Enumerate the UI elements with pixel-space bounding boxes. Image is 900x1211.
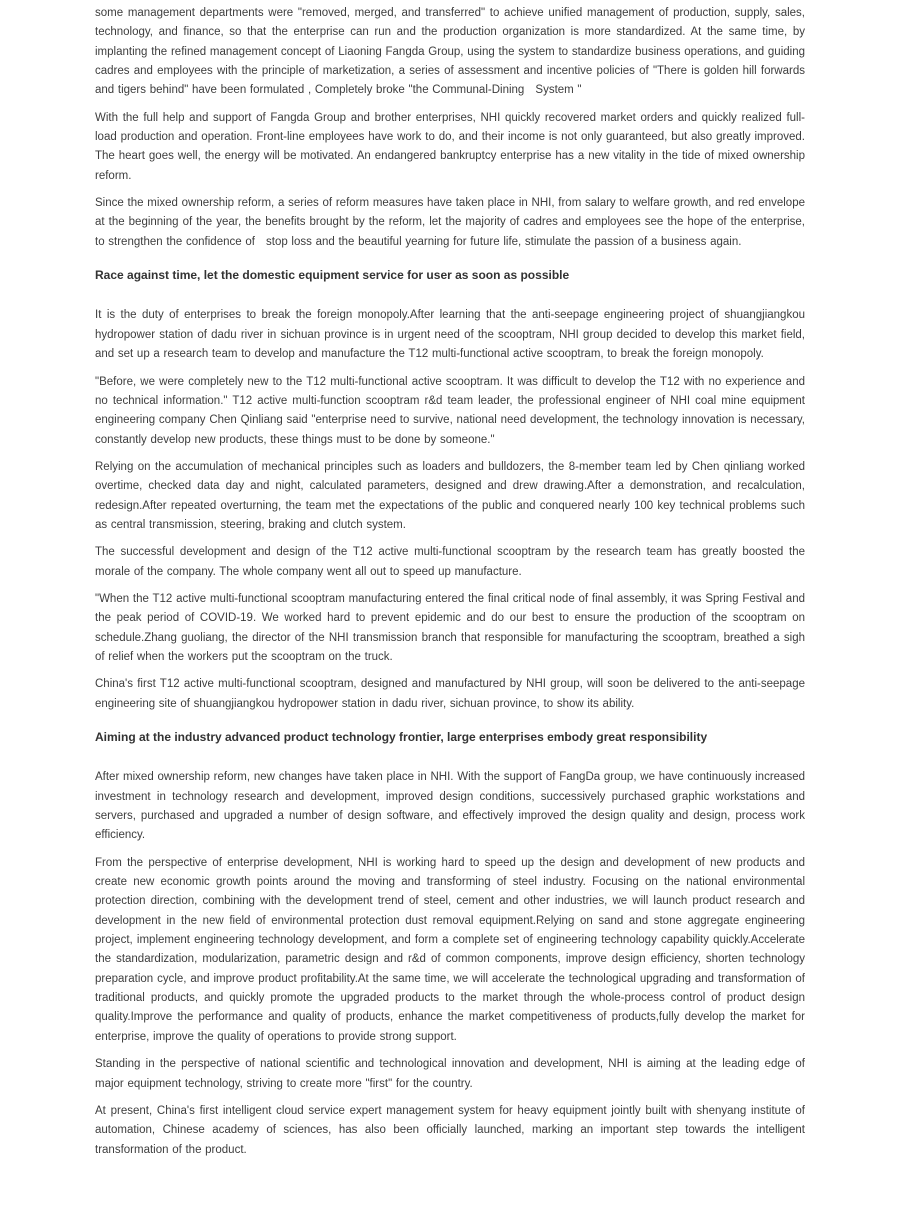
paragraph: With the full help and support of Fangda Group and brother enterprises, NHI quickly recovered market orders and quickly realized full-load production and operation. Front-line employees have work to do, and their income is not only guaranteed, but also greatly improved. The heart goes well, the energy will be motivated. An endangered bankruptcy enterprise has a new vitality in the tide of mixed ownership reform. [95, 111, 805, 182]
section-heading-race-against-time: Race against time, let the domestic equipment service for user as soon as possible [95, 268, 570, 283]
section-heading-aiming-at-frontier: Aiming at the industry advanced product technology frontier, large enterprises embody great responsibility [95, 730, 708, 744]
paragraph: Relying on the accumulation of mechanical principles such as loaders and bulldozers, the 8-member team led by Chen qinliang worked overtime, checked data day and night, calculated parameters, designed and drew drawing.After a demonstration, and recalculation, redesign.After repeated overturning, the team met the expectations of the public and conquered nearly 100 key technical problems such as central transmission, steering, braking and clutch system. [95, 460, 805, 531]
paragraph: The successful development and design of the T12 active multi-functional scooptram by the research team has greatly boosted the morale of the company. The whole company went all out to speed up manufacture. [95, 546, 805, 578]
paragraph: some management departments were "removed, merged, and transferred" to achieve unified management of production, supply, sales, technology, and finance, so that the enterprise can run and the production organization is more standardized. At the same time, by implanting the refined management concept of Liaoning Fangda Group, using the system to standardize business operations, and guiding cadres and employees with the principle of marketization, a series of assessment and incentive policies of "There is golden hill forwards and tigers behind" have been formulated , Completely broke "the Communal-Dining System " [95, 7, 805, 97]
paragraph: From the perspective of enterprise development, NHI is working hard to speed up the design and development of new products and create new economic growth points around the moving and transforming of steel industry. Focusing on the national environmental protection direction, combining with the development trend of steel, cement and other industries, we will launch product research and development in the new field of environmental protection dust removal equipment.Relying on sand and stone aggregate engineering project, implement engineering technology development, and form a complete set of engineering technology capability quickly.Accelerate the standardization, modularization, parametric design and r&d of common components, improve design efficiency, shorten technology preparation cycle, and improve product profitability.At the same time, we will accelerate the technological upgrading and transformation of traditional products, and quickly promote the upgraded products to the market through the whole-process control of product design quality.Improve the performance and quality of products, enhance the market competitiveness of products,fully develop the market for enterprise, improve the quality of operations to provide strong support. [95, 856, 805, 1043]
paragraph: Standing in the perspective of national scientific and technological innovation and development, NHI is aiming at the leading edge of major equipment technology, striving to create more "first" for the country. [95, 1058, 805, 1090]
paragraph: "When the T12 active multi-functional scooptram manufacturing entered the final critical node of final assembly, it was Spring Festival and the peak period of COVID-19. We worked hard to prevent epidemic and do our best to ensure the production of the scooptram on schedule.Zhang guoliang, the director of the NHI transmission branch that responsible for manufacturing the scooptram, breathed a sigh of relief when the workers put the scooptram on the truck. [95, 592, 805, 663]
paragraph: China's first T12 active multi-functional scooptram, designed and manufactured by NHI group, will soon be delivered to the anti-seepage engineering site of shuangjiangkou hydropower station in dadu river, sichuan province, to show its ability. [95, 678, 805, 710]
paragraph: After mixed ownership reform, new changes have taken place in NHI. With the support of FangDa group, we have continuously increased investment in technology research and development, improved design conditions, successively purchased graphic workstations and servers, purchased and upgraded a number of design software, and effectively improved the design quality and design, process work efficiency. [95, 771, 805, 842]
paragraph: It is the duty of enterprises to break the foreign monopoly.After learning that the anti-seepage engineering project of shuangjiangkou hydropower station of dadu river in sichuan province is in urgent need of the scooptram, NHI group decided to develop this market field, and set up a research team to develop and manufacture the T12 multi-functional active scooptram, to break the foreign monopoly. [95, 309, 805, 361]
paragraph: "Before, we were completely new to the T12 multi-functional active scooptram. It was difficult to develop the T12 with no experience and no technical information." T12 active multi-function scooptram r&d team leader, the professional engineer of NHI coal mine equipment engineering company Chen Qinliang said "enterprise need to survive, national need development, the technology innovation is necessary, constantly develop new products, these things must to be done by someone." [95, 375, 805, 446]
paragraph: Since the mixed ownership reform, a series of reform measures have taken place in NHI, from salary to welfare growth, and red envelope at the beginning of the year, the benefits brought by the reform, let the majority of cadres and employees see the hope of the enterprise, to strengthen the confidence of stop loss and the beautiful yearning for future life, stimulate the passion of a business again. [95, 197, 805, 248]
paragraph: At present, China's first intelligent cloud service expert management system for heavy equipment jointly built with shenyang institute of automation, Chinese academy of sciences, has also been officially launched, marking an important step towards the intelligent transformation of the product. [95, 1104, 805, 1156]
